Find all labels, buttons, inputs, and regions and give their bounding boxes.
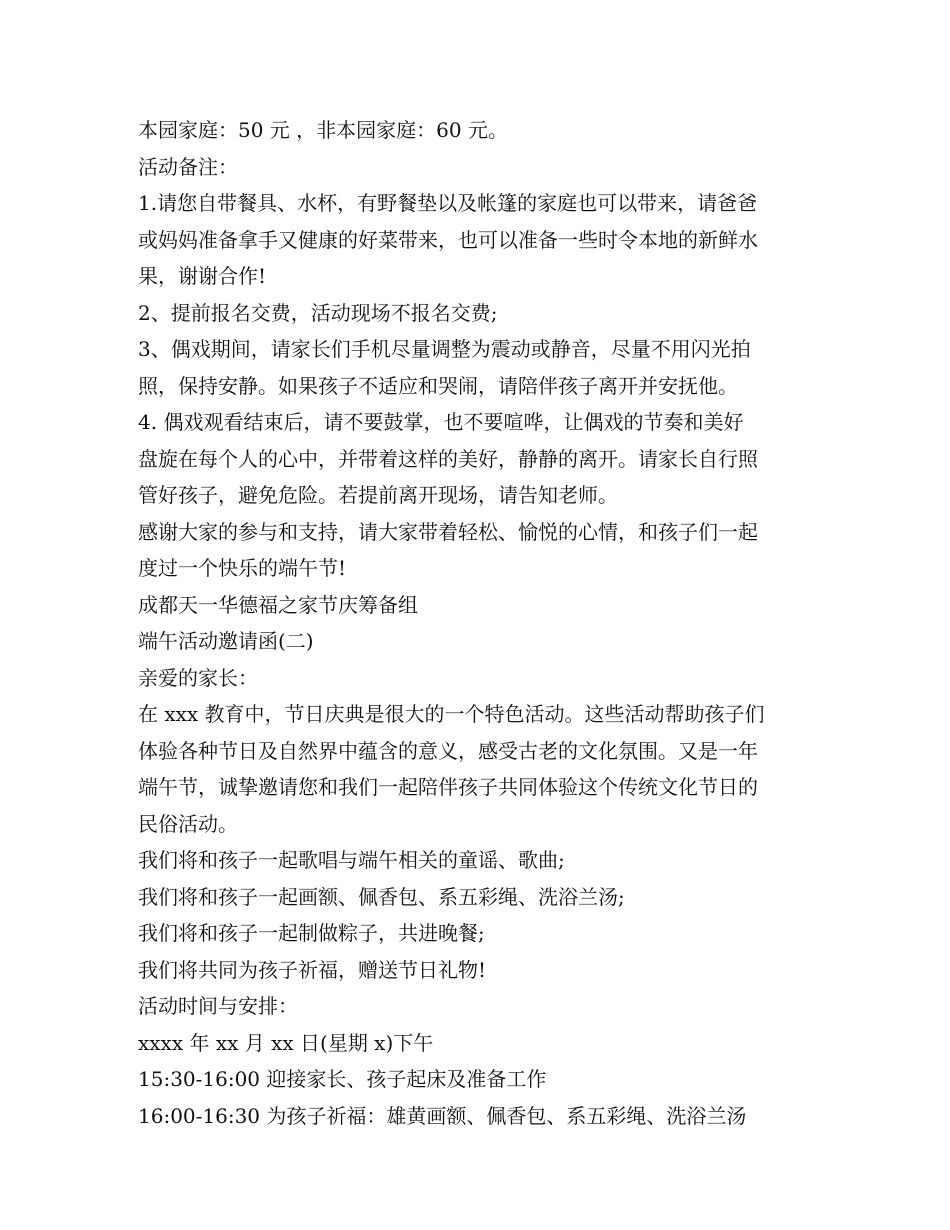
text-line-intro-b: 体验各种节日及自然界中蕴含的意义，感受古老的文化氛围。又是一年 — [138, 738, 758, 763]
text-line-note-4c: 管好孩子，避免危险。若提前离开现场，请告知老师。 — [138, 483, 618, 507]
text-line-schedule-2: 16:00-16:30 为孩子祈福：雄黄画额、佩香包、系五彩绳、洗浴兰汤 — [138, 1103, 747, 1128]
text-line-note-4a: 4. 偶戏观看结束后，请不要鼓掌，也不要喧哗，让偶戏的节奏和美好 — [138, 410, 744, 434]
text-line-note-1c: 果，谢谢合作! — [138, 264, 267, 288]
text-line-section-title: 端午活动邀请函(二) — [138, 629, 314, 653]
text-line-plan-2: 我们将和孩子一起画额、佩香包、系五彩绳、洗浴兰汤; — [138, 884, 625, 909]
text-line-schedule-date: xxxx 年 xx 月 xx 日(星期 x)下午 — [138, 1030, 434, 1055]
text-line-schedule-1: 15:30-16:00 迎接家长、孩子起床及准备工作 — [138, 1067, 547, 1091]
text-line-note-3a: 3、偶戏期间，请家长们手机尽量调整为震动或静音，尽量不用闪光拍 — [138, 337, 751, 361]
text-line-thanks-b: 度过一个快乐的端午节! — [138, 556, 347, 580]
text-line-schedule-heading: 活动时间与安排： — [138, 994, 298, 1018]
text-line-intro-d: 民俗活动。 — [138, 811, 238, 836]
text-line-plan-4: 我们将共同为孩子祈福，赠送节日礼物! — [138, 957, 487, 982]
text-line-plan-3: 我们将和孩子一起制做粽子，共进晚餐; — [138, 921, 485, 945]
text-line-thanks-a: 感谢大家的参与和支持，请大家带着轻松、愉悦的心情，和孩子们一起 — [138, 519, 758, 544]
text-line-note-1a: 1.请您自带餐具、水杯，有野餐垫以及帐篷的家庭也可以带来，请爸爸 — [138, 191, 758, 215]
text-line-intro-c: 端午节，诚挚邀请您和我们一起陪伴孩子共同体验这个传统文化节日的 — [138, 775, 758, 799]
text-line-note-4b: 盘旋在每个人的心中，并带着这样的美好，静静的离开。请家长自行照 — [138, 446, 758, 471]
text-line-plan-1: 我们将和孩子一起歌唱与端午相关的童谣、歌曲; — [138, 848, 565, 872]
text-line-note-3b: 照，保持安静。如果孩子不适应和哭闹，请陪伴孩子离开并安抚他。 — [138, 373, 738, 398]
text-line-note-2: 2、提前报名交费，活动现场不报名交费; — [138, 300, 498, 325]
text-line-notes-heading: 活动备注： — [138, 154, 238, 179]
text-line-intro-a: 在 xxx 教育中，节日庆典是很大的一个特色活动。这些活动帮助孩子们 — [138, 702, 765, 726]
text-line-signature: 成都天一华德福之家节庆筹备组 — [138, 592, 418, 617]
text-line-fee: 本园家庭：50 元 ，非本园家庭：60 元。 — [138, 118, 508, 142]
document-body — [138, 112, 818, 1134]
text-line-note-1b: 或妈妈准备拿手又健康的好菜带来，也可以准备一些时令本地的新鲜水 — [138, 227, 758, 252]
text-line-salutation: 亲爱的家长： — [138, 665, 258, 690]
